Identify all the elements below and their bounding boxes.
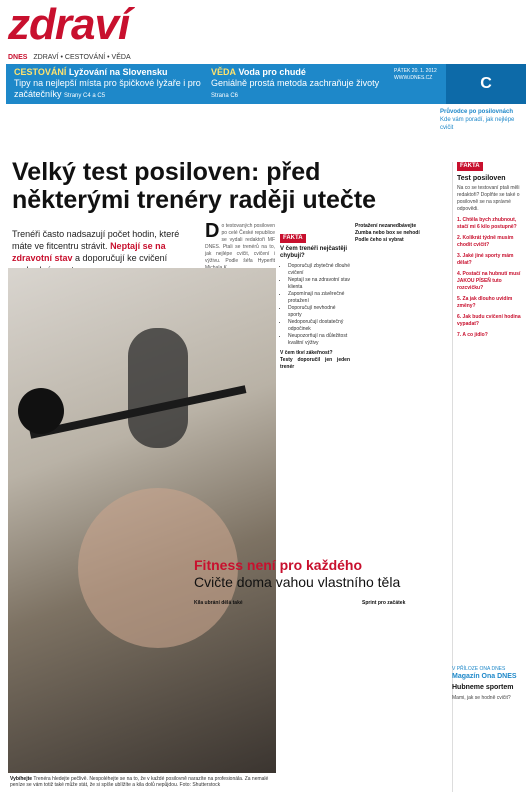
sections-label: ZDRAVÍ • CESTOVÁNÍ • VĚDA <box>33 54 131 61</box>
body-text: o testovaných posiloven po celé České republice se vydali redaktoři MF DNES. Ptali se trenérů na to, jak nejlépe cvičit, cvičení i výživu. Podle šéfa Hyperfit <box>205 223 275 264</box>
promo-text: Geniálně prostá metoda zachraňuje životy <box>211 78 380 88</box>
fakta-item: • Nedoporučují dostatečný odpočinek <box>288 319 350 333</box>
fakta-box <box>280 234 350 344</box>
subhead: Testy doporučil jen jeden trenér <box>280 357 350 370</box>
subhead: Podle čeho si vybrat <box>355 237 404 243</box>
sidebar-question: 7. A co jídlo? <box>457 332 488 338</box>
promo-title: Voda pro chudé <box>238 67 306 77</box>
promo-text: Tipy na nejlepší místa pro špičkové lyžaře i pro začátečníky <box>14 78 201 99</box>
body-column-2 <box>280 350 350 546</box>
side-promo[interactable] <box>440 108 520 132</box>
web-text: WWW.iDNES.CZ <box>394 75 433 81</box>
sidebar-question: 4. Postačí na hubnutí musí JAKOU PÍSEŇ tuto rozcvičku? <box>457 271 521 291</box>
fakta-title: V čem trenéři nejčastěji chybují? <box>280 246 348 259</box>
promo-kicker: VĚDA <box>211 67 237 77</box>
side-promo-title: Průvodce po posilovnách <box>440 109 514 115</box>
lead-text: Trenéři často nadsazují počet hodin, které máte ve fitcentru strávit. <box>12 229 180 251</box>
sidebar-question: 3. Jaké jiné sporty mám dělat? <box>457 253 514 266</box>
logo: zdraví <box>8 0 130 49</box>
fakta-item: • Doporučují nevhodné sporty <box>288 305 350 319</box>
ona-dnes-promo[interactable] <box>452 666 526 702</box>
main-headline: Velký test posiloven: před některými trenéry raději utečte <box>12 158 377 214</box>
sidebar-question: 6. Jak budu cvičení hodina vypadat? <box>457 314 521 327</box>
masthead <box>6 0 526 99</box>
promo-page: Strany C4 a C5 <box>64 93 106 99</box>
sidebar-intro: Na co se testovaní ptali měli redaktoři? Doplňte se také o posilovně se na správné odpovědi. <box>457 185 520 212</box>
date-text: PÁTEK 20. 1. 2012 <box>394 68 437 74</box>
sidebar-title: Test posiloven <box>457 175 506 182</box>
ad-kicker: V PŘÍLOZE ONA DNES <box>452 666 506 672</box>
fakta-item: • Neptají se na zdravotní stav klienta <box>288 277 350 291</box>
subhead: Kila ubrání dělá také <box>194 600 243 606</box>
date-line <box>394 68 437 82</box>
body-column-3 <box>355 223 425 543</box>
photo-weight-plate <box>18 388 64 434</box>
caption-credit: Foto: Shutterstock <box>179 782 221 788</box>
dnes-label: DNES <box>8 54 28 61</box>
fakta-item: • Neupozorňují na důležitost kvalitní výživy <box>288 333 350 347</box>
caption-text: Trenéra hledejte pečlivě. Nespoléhejte se na to, že v každé posilovně narazíte na profesionála. Za nemalé peníze se vám totiž také může stát, že si spíše ublížíte a kila dolů nepůjdou. <box>10 776 269 788</box>
sidebar-question: 2. Kolikrát týdně musím chodit cvičit? <box>457 235 514 248</box>
side-promo-text: Kde vám poradí, jak nejlépe cvičit <box>440 117 515 131</box>
photo-figure-trainer <box>128 328 188 448</box>
article2-title: Fitness není pro každého <box>194 557 363 573</box>
promo-title: Lyžování na Slovensku <box>68 67 168 77</box>
sidebar-question: 5. Za jak dlouho uvidím změny? <box>457 296 513 309</box>
subhead: V čem tkví zákeřnost? <box>280 350 333 356</box>
caption-label: Vybíhejte <box>10 776 33 782</box>
promo-kicker: CESTOVÁNÍ <box>14 67 67 77</box>
subhead: Protažení nezanedbávejte <box>355 223 417 229</box>
sidebar-label: FAKTA <box>457 162 483 171</box>
article2-column-3 <box>362 600 442 790</box>
promo-science[interactable] <box>211 67 391 102</box>
lead-emphasis: Neptají se na zdravotní stav <box>12 241 166 263</box>
fakta-list <box>280 263 350 347</box>
section-line <box>8 54 131 61</box>
article2-subtitle: Cvičte doma vahou vlastního těla <box>194 574 401 590</box>
dropcap: D <box>205 220 220 242</box>
fakta-item: • Doporučují zbytečné dlouhé cvičení <box>288 263 350 277</box>
fakta-label: FAKTA <box>280 234 306 243</box>
ad-title: Magazín Ona DNES <box>452 673 517 680</box>
subhead: Sprint pro začátek <box>362 600 406 606</box>
fakta-item: • Zapomínají na závěrečné protažení <box>288 291 350 305</box>
lead-rest: a doporučují ke cvičení <box>75 253 168 263</box>
sidebar-question: 1. Chtěla bych zhubnout, stačí mi 6 kilo postupně? <box>457 217 517 230</box>
ad-text: Mami, jak se hodně cvičit? <box>452 695 511 701</box>
section-letter: C <box>446 64 526 104</box>
article2-column-1 <box>194 600 274 790</box>
ad-subtitle: Hubneme sportem <box>452 684 514 691</box>
promo-bar <box>6 64 526 104</box>
promo-travel[interactable] <box>14 67 204 102</box>
subhead: Zumba nebo box se nehodí <box>355 230 420 236</box>
promo-page: Strana C6 <box>211 93 239 99</box>
article2-column-2 <box>280 600 356 790</box>
